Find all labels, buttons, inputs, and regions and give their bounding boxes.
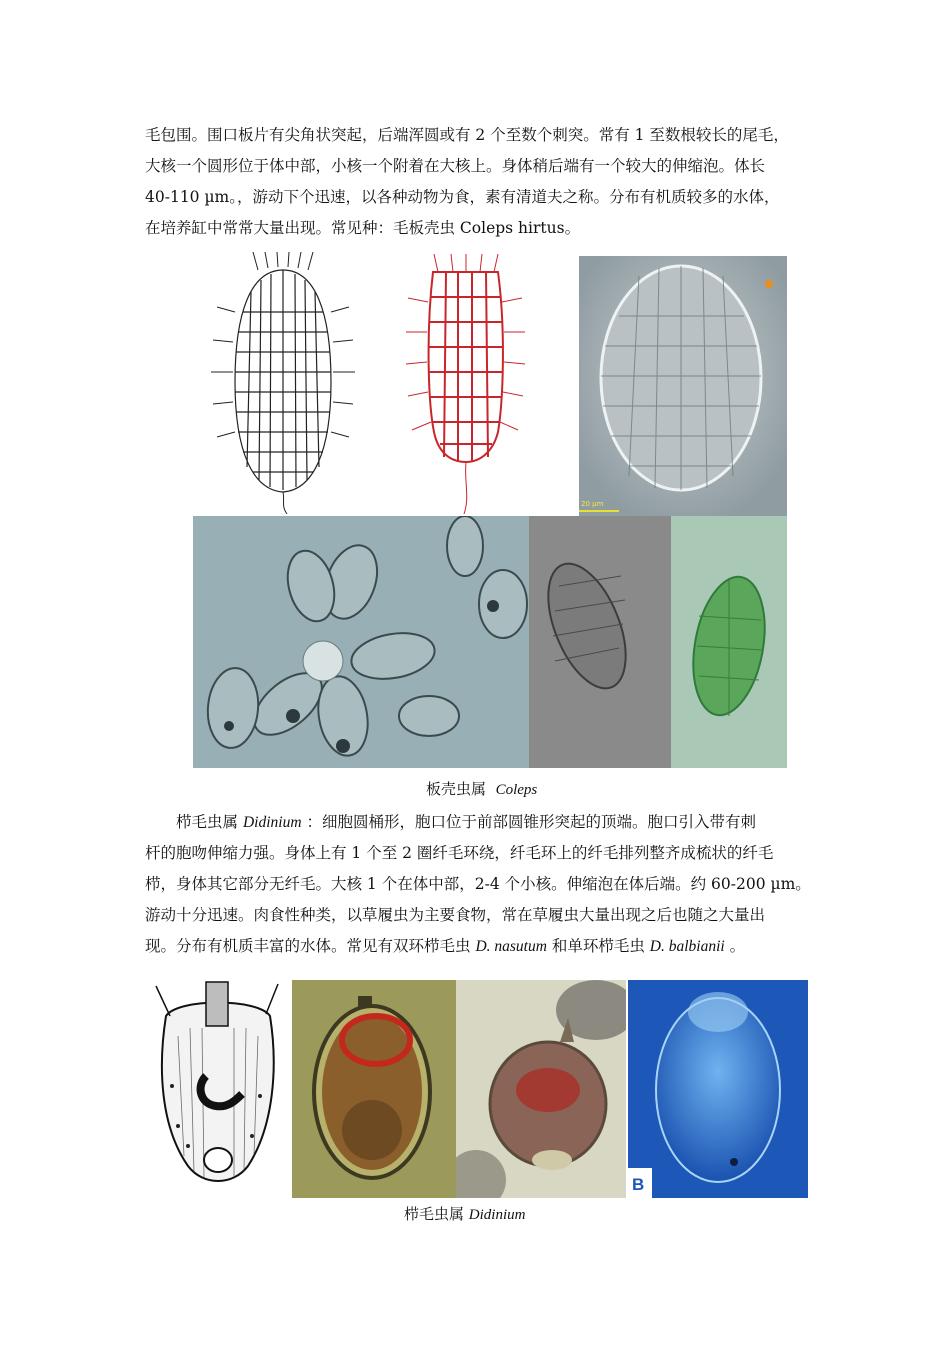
- coleps-red-drawing: [398, 252, 533, 514]
- didinium-micrograph-brown: [456, 980, 626, 1198]
- coleps-line-drawing: [203, 252, 363, 514]
- text-fragment: 和单环栉毛虫: [546, 937, 650, 955]
- text-line: 毛包围。围口板片有尖角状突起，后端浑圆或有 2 个至数个刺突。常有 1 至数根较长的尾毛，: [145, 126, 789, 144]
- text-line: 游动十分迅速。肉食性种类，以草履虫为主要食物，常在草履虫大量出现之后也随之大量出: [145, 906, 766, 924]
- text-line: 40-110 µm。，游动下个迅速，以各种动物为食，素有清道夫之称。分布有机质较多的水体，: [145, 188, 780, 206]
- caption-latin: Didinium: [468, 1207, 526, 1223]
- figure-caption-coleps: [426, 778, 537, 799]
- didinium-micrograph-blue: [628, 980, 808, 1198]
- scale-bar-label: 20 µm: [581, 500, 604, 508]
- coleps-micrograph-cluster: [193, 516, 529, 768]
- figure-didinium: [148, 976, 808, 1198]
- species-name: D. balbianii: [649, 938, 725, 955]
- text-fragment: ：细胞圆桶形，胞口位于前部圆锥形突起的顶端。胞口引入带有刺: [306, 813, 756, 831]
- text-line: 大核一个圆形位于体中部，小核一个附着在大核上。身体稍后端有一个较大的伸缩泡。体长: [145, 157, 766, 175]
- text-line: 杆的胞吻伸缩力强。身体上有 1 个至 2 圈纤毛环绕，纤毛环上的纤毛排列整齐成梳状的纤毛: [145, 844, 774, 862]
- didinium-micrograph-green: [292, 980, 456, 1198]
- coleps-micrograph-green: [671, 516, 787, 768]
- panel-label: B: [632, 1175, 645, 1194]
- text-line: 在培养缸中常常大量出现。常见种：毛板壳虫 Coleps hirtus。: [145, 219, 581, 237]
- caption-chinese: 板壳虫属: [426, 780, 487, 798]
- species-name: D. nasutum: [475, 938, 547, 955]
- text-fragment: 。: [724, 937, 746, 955]
- text-fragment: 现。分布有机质丰富的水体。常见有双环栉毛虫: [145, 937, 476, 955]
- caption-latin: Coleps: [495, 782, 538, 798]
- genus-latin: Didinium: [242, 814, 302, 831]
- didinium-line-drawing: [148, 976, 288, 1198]
- text-line: 栉，身体其它部分无纤毛。大核 1 个在体中部，2-4 个小核。伸缩泡在体后端。约 60-200 µm。: [145, 875, 811, 893]
- paragraph-coleps-description: [145, 120, 813, 244]
- figure-coleps: [193, 252, 787, 768]
- text-line: [145, 931, 813, 962]
- caption-chinese: 栉毛虫属: [404, 1205, 465, 1223]
- figure-caption-didinium: [404, 1203, 525, 1224]
- genus-chinese: 栉毛虫属: [176, 813, 239, 831]
- coleps-micrograph-grey: [529, 516, 671, 768]
- text-line: [145, 807, 813, 838]
- paragraph-didinium-description: [145, 807, 813, 962]
- coleps-micrograph-dic: [579, 256, 787, 516]
